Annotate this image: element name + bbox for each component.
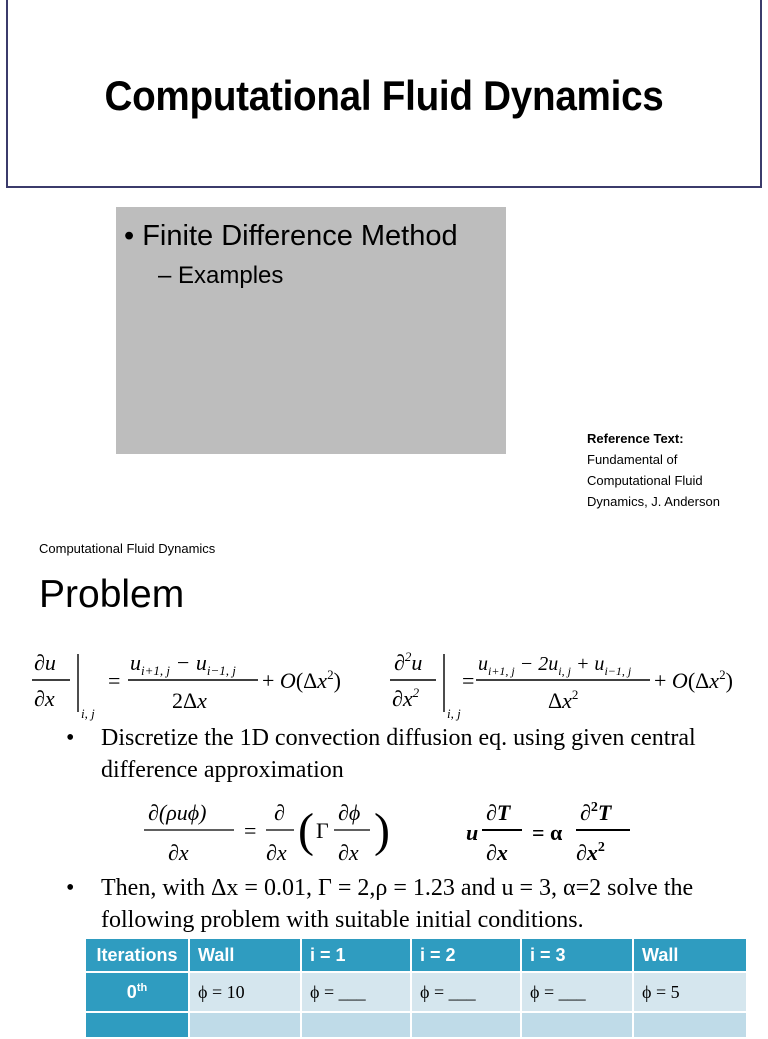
iteration-label bbox=[85, 1012, 189, 1038]
svg-text:∂x: ∂x bbox=[338, 840, 359, 865]
svg-text:= α: = α bbox=[532, 820, 563, 845]
cell-i1: ϕ = ___ bbox=[301, 972, 411, 1012]
svg-text:∂x: ∂x bbox=[486, 840, 508, 865]
cell-wall-left bbox=[189, 1012, 301, 1038]
svg-text:): ) bbox=[374, 804, 390, 857]
svg-text:∂T: ∂T bbox=[486, 800, 511, 825]
svg-text:u: u bbox=[466, 820, 479, 845]
svg-text:∂x: ∂x bbox=[34, 686, 55, 711]
reference-line: Fundamental of bbox=[587, 452, 678, 467]
header-i3: i = 3 bbox=[521, 938, 633, 972]
cell-i2: ϕ = ___ bbox=[411, 972, 521, 1012]
svg-text:∂ϕ: ∂ϕ bbox=[338, 800, 361, 825]
svg-text:=: = bbox=[244, 818, 257, 843]
bullet-dot: • bbox=[66, 875, 75, 901]
svg-text:∂2T: ∂$^2$T bbox=[580, 800, 612, 825]
reference-line: Dynamics, J. Anderson bbox=[587, 494, 720, 509]
svg-text:i, j: i, j bbox=[81, 706, 95, 721]
cell-wall-left: ϕ = 10 bbox=[189, 972, 301, 1012]
cell-wall-right bbox=[633, 1012, 747, 1038]
header-i2: i = 2 bbox=[411, 938, 521, 972]
svg-text:i, j: i, j bbox=[447, 706, 461, 721]
cell-wall-right: ϕ = 5 bbox=[633, 972, 747, 1012]
cell-i3 bbox=[521, 1012, 633, 1038]
table-row bbox=[85, 972, 747, 1012]
header-i1: i = 1 bbox=[301, 938, 411, 972]
bullet-text: Then, with Δx = 0.01, Γ = 2,ρ = 1.23 and u = 3, α=2 solve the following problem with suitable initial conditions. bbox=[101, 875, 694, 933]
svg-text:∂(ρuϕ): ∂(ρuϕ) bbox=[148, 800, 207, 825]
header-wall-left: Wall bbox=[189, 938, 301, 972]
svg-text:∂x: ∂x bbox=[168, 840, 189, 865]
header-iterations: Iterations bbox=[85, 938, 189, 972]
header-wall-right: Wall bbox=[633, 938, 747, 972]
slide-title: Computational Fluid Dynamics bbox=[104, 72, 664, 119]
svg-text:=: = bbox=[462, 668, 475, 693]
table-header-row bbox=[85, 938, 747, 972]
svg-text:ui+1, j − 2ui, j + ui−1, j: $u_{i+1, j} - 2u_{i, j} + u_{i-1, j}$ bbox=[478, 653, 632, 678]
slide-header: Computational Fluid Dynamics bbox=[39, 541, 216, 556]
svg-text:∂x: ∂x bbox=[266, 840, 287, 865]
iteration-label bbox=[85, 972, 189, 1012]
sub-bullet-examples: – Examples bbox=[158, 262, 284, 289]
svg-text:∂u: ∂u bbox=[34, 650, 56, 675]
svg-text:2Δx: 2Δx bbox=[172, 688, 207, 713]
central-difference-equations bbox=[32, 640, 768, 722]
svg-text:=: = bbox=[108, 668, 121, 693]
reference-heading: Reference Text: bbox=[587, 431, 684, 446]
table-row bbox=[85, 1012, 747, 1038]
reference-line: Computational Fluid bbox=[587, 473, 703, 488]
svg-text:+ O(Δx2): + $O(\Delta x^2)$ bbox=[262, 667, 341, 693]
cell-i1 bbox=[301, 1012, 411, 1038]
svg-text:+ O(Δx2): + $O(\Delta x^2)$ bbox=[654, 667, 733, 693]
cell-i3: ϕ = ___ bbox=[521, 972, 633, 1012]
svg-text:∂x2: $\partial x^2$ bbox=[576, 840, 605, 865]
svg-text:(: ( bbox=[298, 804, 314, 857]
svg-text:ui+1, j − ui−1, j: $u_{i+1, j} - u_{i-1, j}$ bbox=[130, 650, 236, 678]
cell-i2 bbox=[411, 1012, 521, 1038]
reference-text bbox=[587, 428, 720, 512]
bullet-text: Finite Difference Method bbox=[142, 220, 458, 252]
svg-text:Γ: Γ bbox=[316, 818, 329, 843]
bullet-dot: • bbox=[66, 725, 75, 751]
problem-title: Problem bbox=[39, 573, 185, 616]
convection-diffusion-equations bbox=[140, 790, 660, 870]
iteration-label-text: 0th bbox=[126, 981, 148, 1002]
bullet-text: Discretize the 1D convection diffusion eq. using given central difference approximation bbox=[101, 725, 696, 783]
svg-text:Δx2: $\Delta x^2$ bbox=[548, 687, 579, 713]
svg-text:∂x2: $\partial x^2$ bbox=[392, 685, 420, 711]
svg-text:∂: ∂ bbox=[274, 800, 285, 825]
bullet-finite-difference: • Finite Difference Method bbox=[124, 220, 458, 252]
svg-text:∂2u: ∂$^2$u bbox=[394, 649, 423, 675]
